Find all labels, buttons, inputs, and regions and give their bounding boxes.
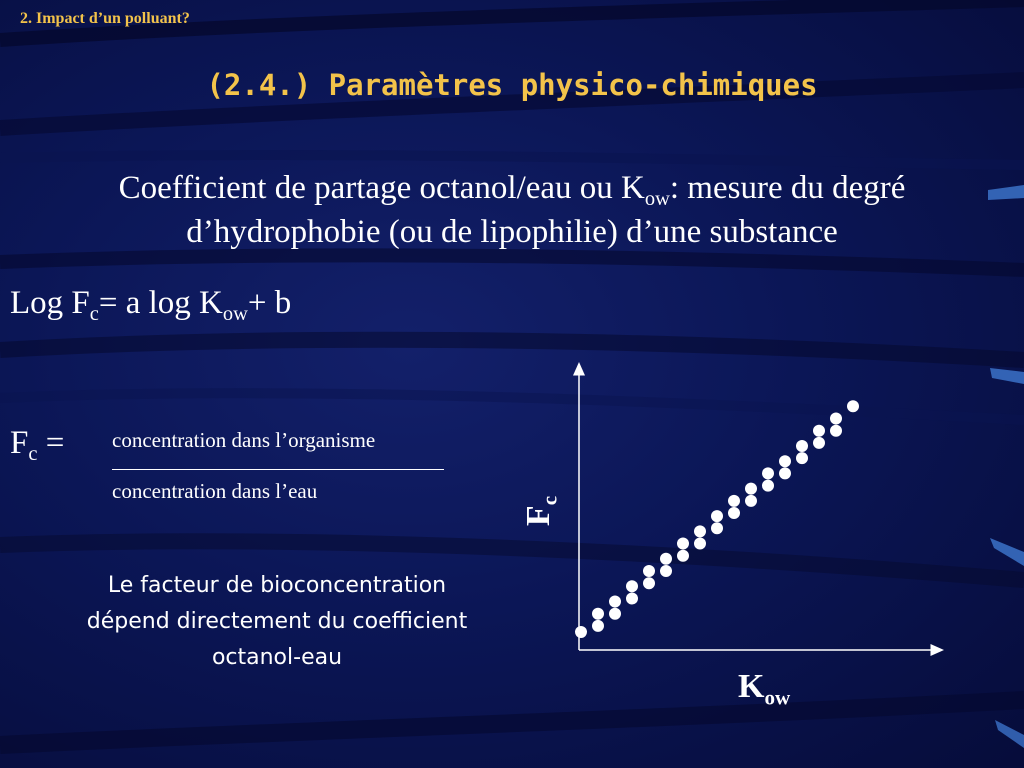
data-point: [575, 626, 587, 638]
fc-subscript: c: [28, 443, 38, 466]
data-point: [711, 522, 723, 534]
fc-letter: F: [10, 425, 29, 461]
data-point: [847, 400, 859, 412]
data-point: [626, 593, 638, 605]
y-axis-letter: F: [520, 505, 557, 527]
formula-sub-2: ow: [222, 303, 248, 326]
data-point: [677, 538, 689, 550]
x-axis-label: [738, 668, 791, 710]
note-line-2: dépend directement du coefficient: [86, 609, 468, 634]
breadcrumb: 2. Impact d’un polluant?: [20, 10, 190, 27]
data-point: [796, 452, 808, 464]
data-point: [609, 608, 621, 620]
fraction-denominator: concentration dans l’eau: [112, 479, 318, 503]
formula-sub-1: c: [89, 303, 99, 326]
data-point: [660, 553, 672, 565]
y-axis-label: [520, 486, 570, 536]
data-point: [830, 413, 842, 425]
fraction-numerator: concentration dans l’organisme: [112, 428, 376, 452]
note-line-1: Le facteur de bioconcentration: [107, 573, 447, 598]
intro-line-1-end: : mesure du degré: [669, 170, 906, 206]
slide-title: (2.4.) Paramètres physico-chimiques: [206, 68, 818, 102]
data-point: [592, 608, 604, 620]
data-point: [813, 425, 825, 437]
data-point: [694, 525, 706, 537]
data-point: [728, 495, 740, 507]
data-point: [745, 495, 757, 507]
formula-part-3: + b: [247, 285, 292, 321]
data-point: [813, 437, 825, 449]
data-point: [830, 425, 842, 437]
data-point: [592, 620, 604, 632]
data-point: [643, 577, 655, 589]
scatter-points: [575, 400, 859, 638]
note-line-3: octanol-eau: [211, 645, 343, 670]
data-point: [711, 510, 723, 522]
data-point: [745, 483, 757, 495]
data-point: [626, 580, 638, 592]
x-axis-subscript: ow: [764, 685, 791, 710]
data-point: [779, 467, 791, 479]
data-point: [609, 596, 621, 608]
data-point: [660, 565, 672, 577]
data-point: [677, 550, 689, 562]
data-point: [762, 467, 774, 479]
intro-line-2: d’hydrophobie (ou de lipophilie) d’une substance: [186, 214, 838, 250]
data-point: [796, 440, 808, 452]
y-axis-subscript: c: [537, 495, 562, 506]
data-point: [694, 538, 706, 550]
data-point: [762, 480, 774, 492]
intro-line-1-part: Coefficient de partage octanol/eau ou K: [118, 170, 645, 206]
kow-subscript: ow: [644, 188, 670, 211]
formula-part-2: = a log K: [98, 285, 223, 321]
fc-equals: =: [37, 425, 65, 461]
data-point: [728, 507, 740, 519]
x-axis-letter: K: [738, 668, 765, 705]
formula-part-1: Log F: [10, 285, 90, 321]
data-point: [643, 565, 655, 577]
data-point: [779, 455, 791, 467]
